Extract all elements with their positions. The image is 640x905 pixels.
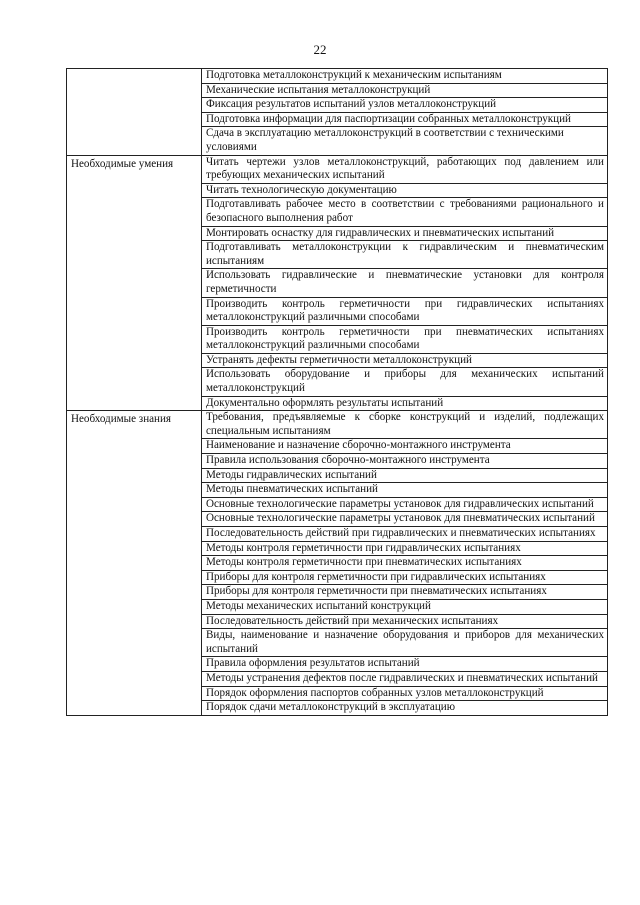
table-row bbox=[67, 411, 608, 439]
section-item: Последовательность действий при механических испытаниях bbox=[202, 614, 608, 629]
section-item: Приборы для контроля герметичности при пневматических испытаниях bbox=[202, 585, 608, 600]
section-item: Подготавливать рабочее место в соответствии с требованиями рационального и безопасного выполнения работ bbox=[202, 198, 608, 226]
section-item: Методы гидравлических испытаний bbox=[202, 468, 608, 483]
section-item: Подготовка металлоконструкций к механическим испытаниям bbox=[202, 69, 608, 84]
section-item: Методы пневматических испытаний bbox=[202, 483, 608, 498]
section-item: Производить контроль герметичности при гидравлических испытаниях металлоконструкций различными способами bbox=[202, 297, 608, 325]
section-item: Подготавливать металлоконструкции к гидравлическим и пневматическим испытаниям bbox=[202, 241, 608, 269]
section-item: Требования, предъявляемые к сборке конструкций и изделий, подлежащих специальным испытаниям bbox=[202, 411, 608, 439]
page-number: 22 bbox=[313, 42, 327, 57]
section-item: Производить контроль герметичности при пневматических испытаниях металлоконструкций различными способами bbox=[202, 325, 608, 353]
table-row bbox=[67, 155, 608, 183]
section-item: Использовать оборудование и приборы для механических испытаний металлоконструкций bbox=[202, 368, 608, 396]
section-item: Методы контроля герметичности при гидравлических испытаниях bbox=[202, 541, 608, 556]
section-item: Читать технологическую документацию bbox=[202, 183, 608, 198]
section-item: Методы механических испытаний конструкций bbox=[202, 599, 608, 614]
section-item: Приборы для контроля герметичности при гидравлических испытаниях bbox=[202, 570, 608, 585]
section-item: Устранять дефекты герметичности металлоконструкций bbox=[202, 353, 608, 368]
section-item: Наименование и назначение сборочно-монтажного инструмента bbox=[202, 439, 608, 454]
section-item: Фиксация результатов испытаний узлов металлоконструкций bbox=[202, 98, 608, 113]
section-label: Необходимые знания bbox=[67, 411, 202, 715]
section-item: Использовать гидравлические и пневматические установки для контроля герметичности bbox=[202, 269, 608, 297]
table-row bbox=[67, 69, 608, 84]
section-item: Порядок оформления паспортов собранных узлов металлоконструкций bbox=[202, 686, 608, 701]
section-item: Правила оформления результатов испытаний bbox=[202, 657, 608, 672]
section-item: Правила использования сборочно-монтажного инструмента bbox=[202, 454, 608, 469]
section-item: Методы контроля герметичности при пневматических испытаниях bbox=[202, 556, 608, 571]
section-item: Документально оформлять результаты испытаний bbox=[202, 396, 608, 411]
section-item: Механические испытания металлоконструкций bbox=[202, 83, 608, 98]
section-item: Подготовка информации для паспортизации собранных металлоконструкций bbox=[202, 112, 608, 127]
section-label bbox=[67, 69, 202, 156]
section-item: Виды, наименование и назначение оборудования и приборов для механических испытаний bbox=[202, 629, 608, 657]
section-item: Сдача в эксплуатацию металлоконструкций в соответствии с техническими условиями bbox=[202, 127, 608, 155]
section-item: Методы устранения дефектов после гидравлических и пневматических испытаний bbox=[202, 671, 608, 686]
section-item: Основные технологические параметры установок для пневматических испытаний bbox=[202, 512, 608, 527]
competency-table bbox=[66, 68, 608, 716]
section-item: Последовательность действий при гидравлических и пневматических испытаниях bbox=[202, 527, 608, 542]
section-item: Читать чертежи узлов металлоконструкций, работающих под давлением или требующих механических испытаний bbox=[202, 155, 608, 183]
competency-table-body bbox=[67, 69, 608, 716]
section-label: Необходимые умения bbox=[67, 155, 202, 411]
section-item: Монтировать оснастку для гидравлических и пневматических испытаний bbox=[202, 226, 608, 241]
section-item: Порядок сдачи металлоконструкций в эксплуатацию bbox=[202, 701, 608, 716]
section-item: Основные технологические параметры установок для гидравлических испытаний bbox=[202, 497, 608, 512]
